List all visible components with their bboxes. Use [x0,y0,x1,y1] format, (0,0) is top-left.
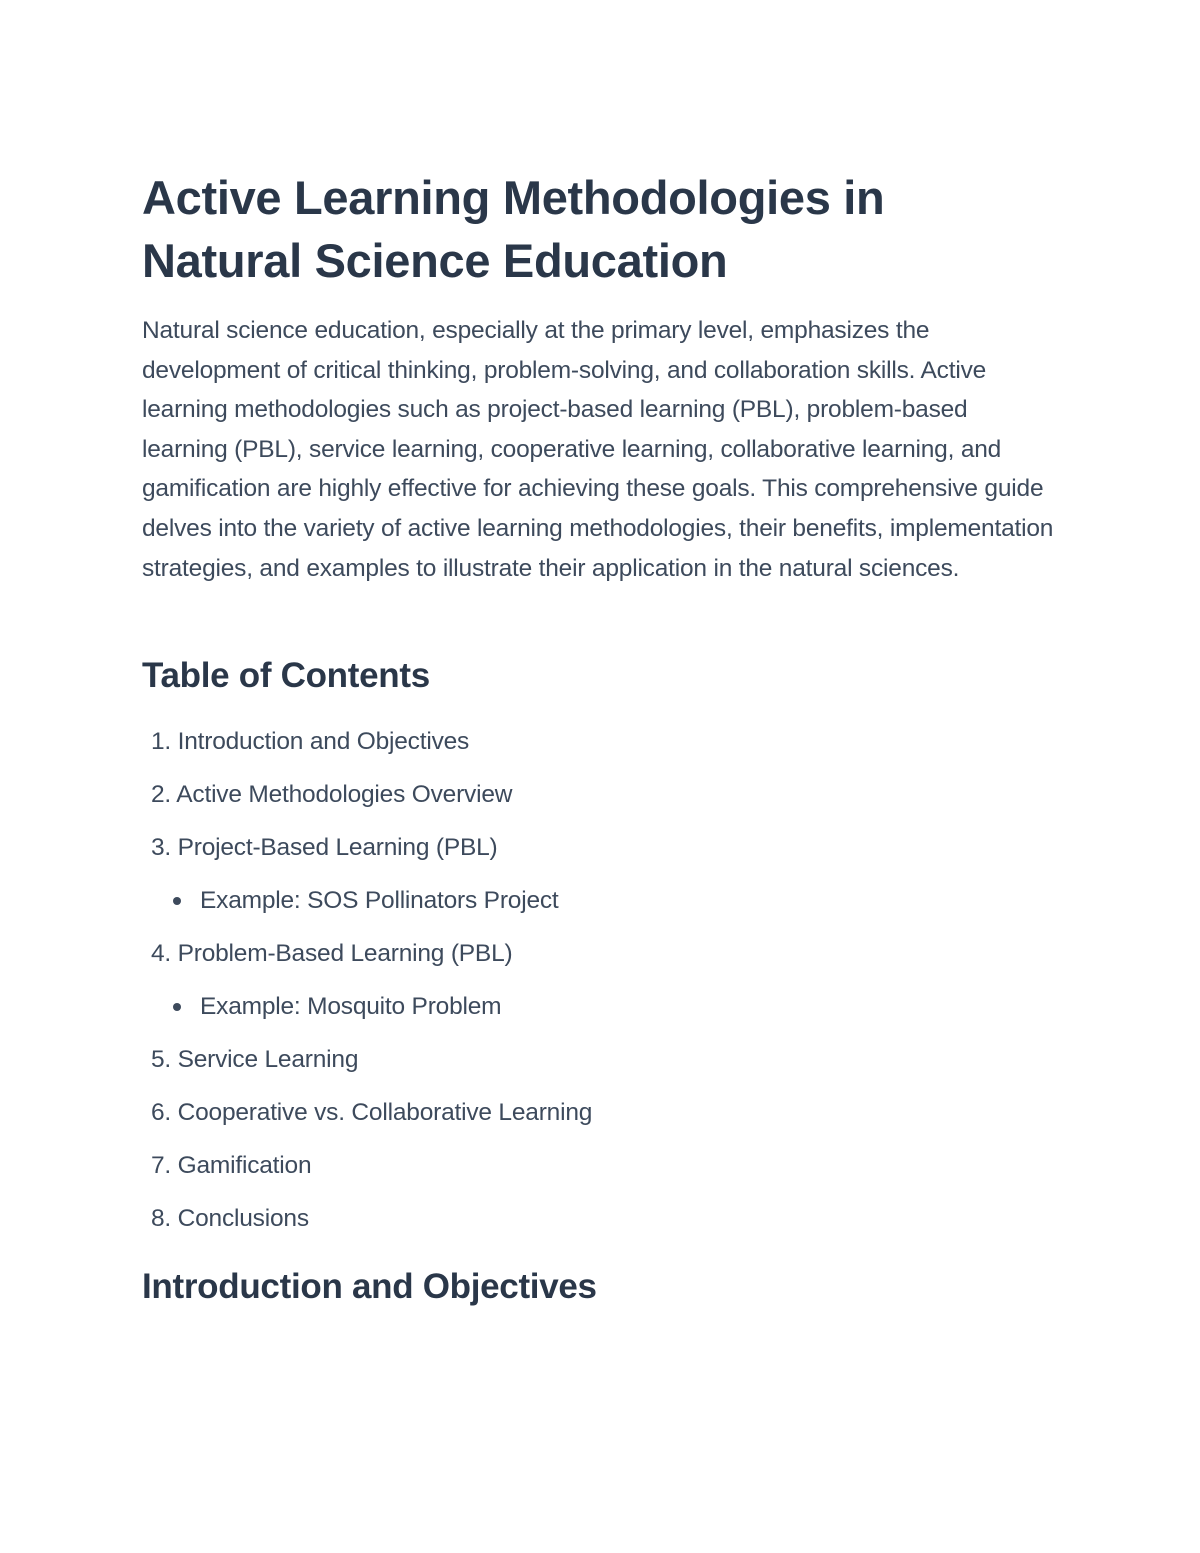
toc-subitem-mosquito[interactable] [142,987,592,1040]
toc-item-number: 5. [150,1046,171,1073]
toc-subitem-label: Example: SOS Pollinators Project [200,887,559,914]
toc-item-label: Service Learning [177,1046,359,1073]
toc-item-project-based[interactable] [142,828,592,881]
toc-item-number: 3. [150,834,171,861]
table-of-contents [142,722,592,1252]
toc-heading: Table of Contents [142,656,430,695]
toc-subitem-label: Example: Mosquito Problem [200,993,502,1020]
toc-item-label: Introduction and Objectives [177,728,470,755]
intro-paragraph: Natural science education, especially at the primary level, emphasizes the development of critical thinking, problem-solving, and collaboration skills. Active learning methodologies such as project-based learning (PBL), problem-based learning (PBL), service learning, cooperative learning, collaborative learning, and gamification are highly effective for achieving these goals. This comprehensive guide delves into the variety of active learning methodologies, their benefits, implementation strategies, and examples to illustrate their application in the natural sciences. [142,317,1054,582]
toc-item-number: 6. [150,1099,171,1126]
toc-item-number: 7. [150,1152,171,1179]
toc-item-number: 4. [150,940,171,967]
toc-item-label: Project-Based Learning (PBL) [177,834,498,861]
toc-item-number: 1. [150,728,171,755]
toc-item-number: 2. [150,781,171,808]
toc-item-label: Active Methodologies Overview [176,781,513,808]
toc-item-label: Gamification [177,1152,312,1179]
toc-item-overview[interactable] [142,775,592,828]
toc-subitem-pollinators[interactable] [142,881,592,934]
section-heading: Introduction and Objectives [142,1267,597,1306]
bullet-icon [173,897,181,905]
toc-item-conclusions[interactable] [142,1199,592,1252]
toc-item-problem-based[interactable] [142,934,592,987]
toc-item-service-learning[interactable] [142,1040,592,1093]
bullet-icon [173,1003,181,1011]
toc-item-label: Cooperative vs. Collaborative Learning [177,1099,593,1126]
toc-item-introduction[interactable] [142,722,592,775]
toc-item-label: Problem-Based Learning (PBL) [177,940,513,967]
toc-item-number: 8. [150,1205,171,1232]
toc-item-label: Conclusions [177,1205,309,1232]
toc-item-gamification[interactable] [142,1146,592,1199]
toc-item-cooperative[interactable] [142,1093,592,1146]
page-title: Active Learning Methodologies in Natural Science Education [142,171,885,287]
